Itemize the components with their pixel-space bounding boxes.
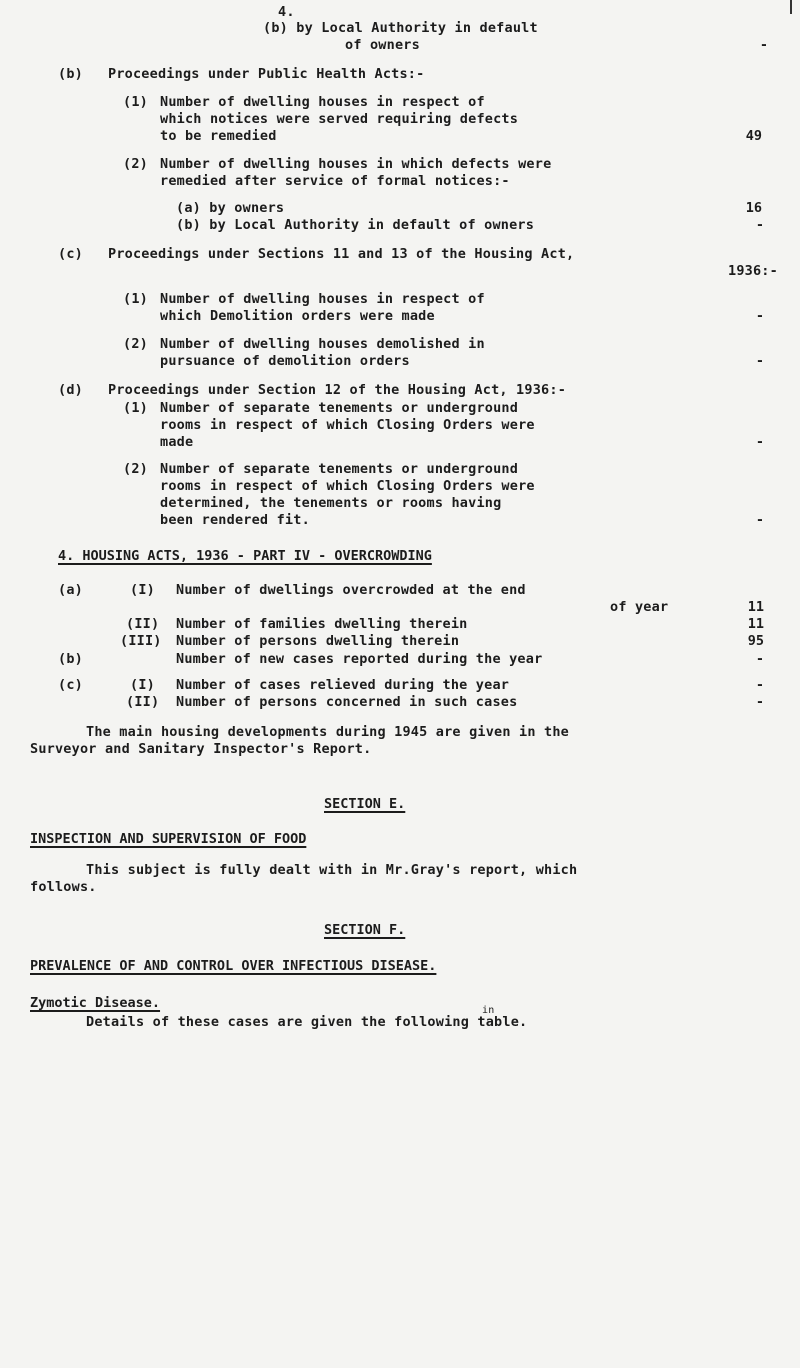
sec-d-item1-label: (1) [123, 400, 148, 416]
page-number: 4. [278, 4, 295, 20]
top-line-1: (b) by Local Authority in default [263, 20, 538, 36]
sec4-a-ii-value: 11 [747, 616, 764, 632]
sec-d-heading: Proceedings under Section 12 of the Housing Act, 1936:- [108, 382, 567, 398]
sec4-c-ii-value: - [755, 694, 764, 710]
sec-b-item2-line2: remedied after service of formal notices:- [160, 173, 510, 189]
sec-b-b-text: (b) by Local Authority in default of owners [176, 217, 535, 233]
top-line-2: of owners [345, 37, 420, 53]
sec4-a-i-label: (I) [130, 582, 155, 598]
sec4-a-i-value: 11 [747, 599, 764, 615]
sec-b-a-text: (a) by owners [176, 200, 285, 216]
sec-c-label: (c) [58, 246, 83, 262]
sec-d-item2-line2: rooms in respect of which Closing Orders were [160, 478, 535, 494]
sec-e-body-line1: This subject is fully dealt with in Mr.Gray's report, which [86, 862, 578, 878]
sec-c-item1-label: (1) [123, 291, 148, 307]
page-edge-mark [790, 0, 792, 14]
sec-d-item1-line1: Number of separate tenements or underground [160, 400, 519, 416]
sec4-a-label: (a) [58, 582, 83, 598]
sec-b-a-value: 16 [745, 200, 762, 216]
sec4-a-iii-label: (III) [120, 633, 162, 649]
sec-b-item1-value: 49 [745, 128, 762, 144]
sec-c-heading-year: 1936:- [728, 263, 778, 279]
sec-f-caret-insert: in [482, 1005, 495, 1016]
sec-b-item1-line1: Number of dwelling houses in respect of [160, 94, 485, 110]
sec-f-body: Details of these cases are given the following table. [86, 1014, 528, 1030]
sec4-b-label: (b) [58, 651, 83, 667]
sec-b-item1-line3: to be remedied [160, 128, 277, 144]
sec4-a-ii-label: (II) [126, 616, 160, 632]
sec-b-item2-line1: Number of dwelling houses in which defects were [160, 156, 552, 172]
sec-d-item2-line4: been rendered fit. [160, 512, 310, 528]
sec-b-b-value: - [755, 217, 764, 233]
sec-d-item2-line1: Number of separate tenements or underground [160, 461, 519, 477]
sec-c-item1-line1: Number of dwelling houses in respect of [160, 291, 485, 307]
sec4-note-line1: The main housing developments during 1945 are given in the [86, 724, 570, 740]
sec-b-item1-line2: which notices were served requiring defects [160, 111, 519, 127]
sec-c-item2-value: - [755, 353, 764, 369]
sec4-note-line2: Surveyor and Sanitary Inspector's Report. [30, 741, 372, 757]
sec-e-subtitle: INSPECTION AND SUPERVISION OF FOOD [30, 831, 307, 847]
sec4-c-ii-label: (II) [126, 694, 160, 710]
sec4-c-ii-text: Number of persons concerned in such cases [176, 694, 518, 710]
sec-c-item2-label: (2) [123, 336, 148, 352]
sec-c-item2-line2: pursuance of demolition orders [160, 353, 410, 369]
sec-f-zymotic: Zymotic Disease. [30, 995, 161, 1011]
sec-c-item1-line2: which Demolition orders were made [160, 308, 435, 324]
sec-d-item1-line3: made [160, 434, 194, 450]
sec-e-title: SECTION E. [324, 796, 406, 812]
sec-b-label: (b) [58, 66, 83, 82]
sec4-a-i-line1: Number of dwellings overcrowded at the end [176, 582, 526, 598]
sec4-b-value: - [755, 651, 764, 667]
sec4-b-text: Number of new cases reported during the year [176, 651, 543, 667]
sec-f-subtitle: PREVALENCE OF AND CONTROL OVER INFECTIOUS DISEASE. [30, 958, 437, 974]
sec4-a-iii-value: 95 [747, 633, 764, 649]
sec-c-heading: Proceedings under Sections 11 and 13 of the Housing Act, [108, 246, 575, 262]
sec-d-item2-line3: determined, the tenements or rooms having [160, 495, 502, 511]
sec-d-item1-value: - [755, 434, 764, 450]
sec4-c-i-value: - [755, 677, 764, 693]
sec-d-item2-label: (2) [123, 461, 148, 477]
sec-f-title: SECTION F. [324, 922, 406, 938]
sec-d-item2-value: - [755, 512, 764, 528]
sec-c-item1-value: - [755, 308, 764, 324]
sec4-a-i-line2: of year [610, 599, 669, 615]
sec-b-heading: Proceedings under Public Health Acts:- [108, 66, 425, 82]
sec-b-item1-label: (1) [123, 94, 148, 110]
sec-b-item2-label: (2) [123, 156, 148, 172]
sec4-a-iii-text: Number of persons dwelling therein [176, 633, 460, 649]
sec-d-label: (d) [58, 382, 83, 398]
sec4-a-ii-text: Number of families dwelling therein [176, 616, 468, 632]
sec4-c-i-label: (I) [130, 677, 155, 693]
sec-c-item2-line1: Number of dwelling houses demolished in [160, 336, 485, 352]
sec4-c-label: (c) [58, 677, 83, 693]
sec-e-body-line2: follows. [30, 879, 97, 895]
top-value: - [759, 37, 768, 53]
sec4-heading: 4. HOUSING ACTS, 1936 - PART IV - OVERCROWDING [58, 548, 432, 564]
sec4-c-i-text: Number of cases relieved during the year [176, 677, 510, 693]
sec-d-item1-line2: rooms in respect of which Closing Orders were [160, 417, 535, 433]
